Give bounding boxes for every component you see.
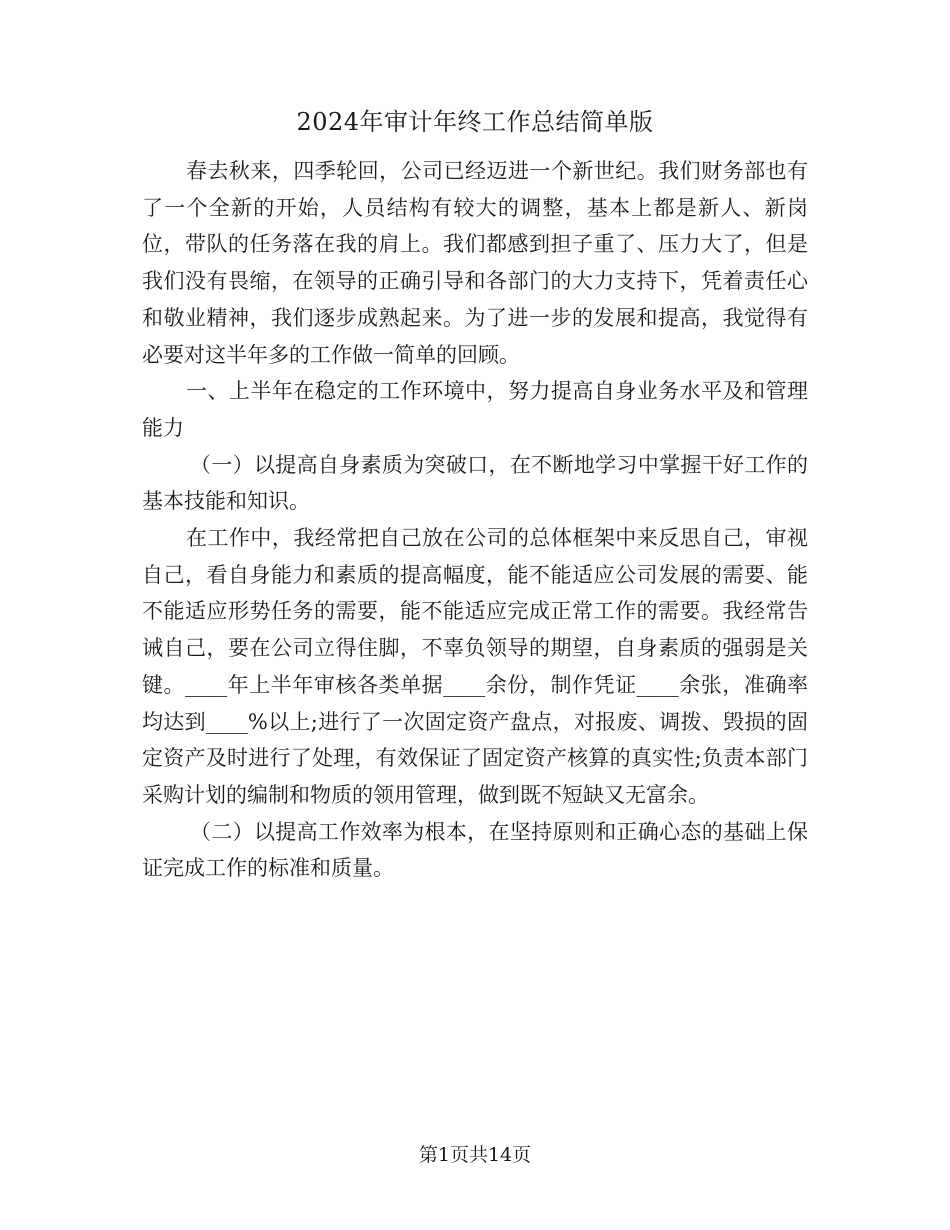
paragraph-intro: 春去秋来，四季轮回，公司已经迈进一个新世纪。我们财务部也有了一个全新的开始，人员结构有较大的调整，基本上都是新人、新岗位，带队的任务落在我的肩上。我们都感到担子重了、压力大了，但是我们没有畏缩，在领导的正确引导和各部门的大力支持下，凭着责任心和敬业精神，我们逐步成熟起来。为了进一步的发展和提高，我觉得有必要对这半年多的工作做一简单的回顾。 [142, 159, 808, 367]
paragraph-subsection-one: （一）以提高自身素质为突破口，在不断地学习中掌握干好工作的基本技能和知识。 [142, 452, 808, 514]
paragraph-subsection-two: （二）以提高工作效率为根本，在坚持原则和正确心态的基础上保证完成工作的标准和质量。 [142, 819, 808, 881]
page-number-footer: 第1页共14页 [418, 1144, 532, 1166]
paragraph-section-one-heading: 一、上半年在稳定的工作环境中，努力提高自身业务水平及和管理能力 [142, 379, 808, 440]
paragraph-work-details: 在工作中，我经常把自己放在公司的总体框架中来反思自己，审视自己，看自身能力和素质的提高幅度，能不能适应公司发展的需要、能不能适应形势任务的需要，能不能适应完成正常工作的需要。我经常告诫自己，要在公司立得住脚，不辜负领导的期望，自身素质的强弱是关键。____年上半年审核各类单据____余份，制作凭证____余张，准确率均达到____%以上;进行了一次固定资产盘点，对报废、调拨、毁损的固定资产及时进行了处理，有效保证了固定资产核算的真实性;负责本部门采购计划的编制和物质的领用管理，做到既不短缺又无富余。 [142, 526, 808, 807]
document-body [142, 153, 808, 887]
document-title: 2024年审计年终工作总结简单版 [296, 108, 654, 136]
